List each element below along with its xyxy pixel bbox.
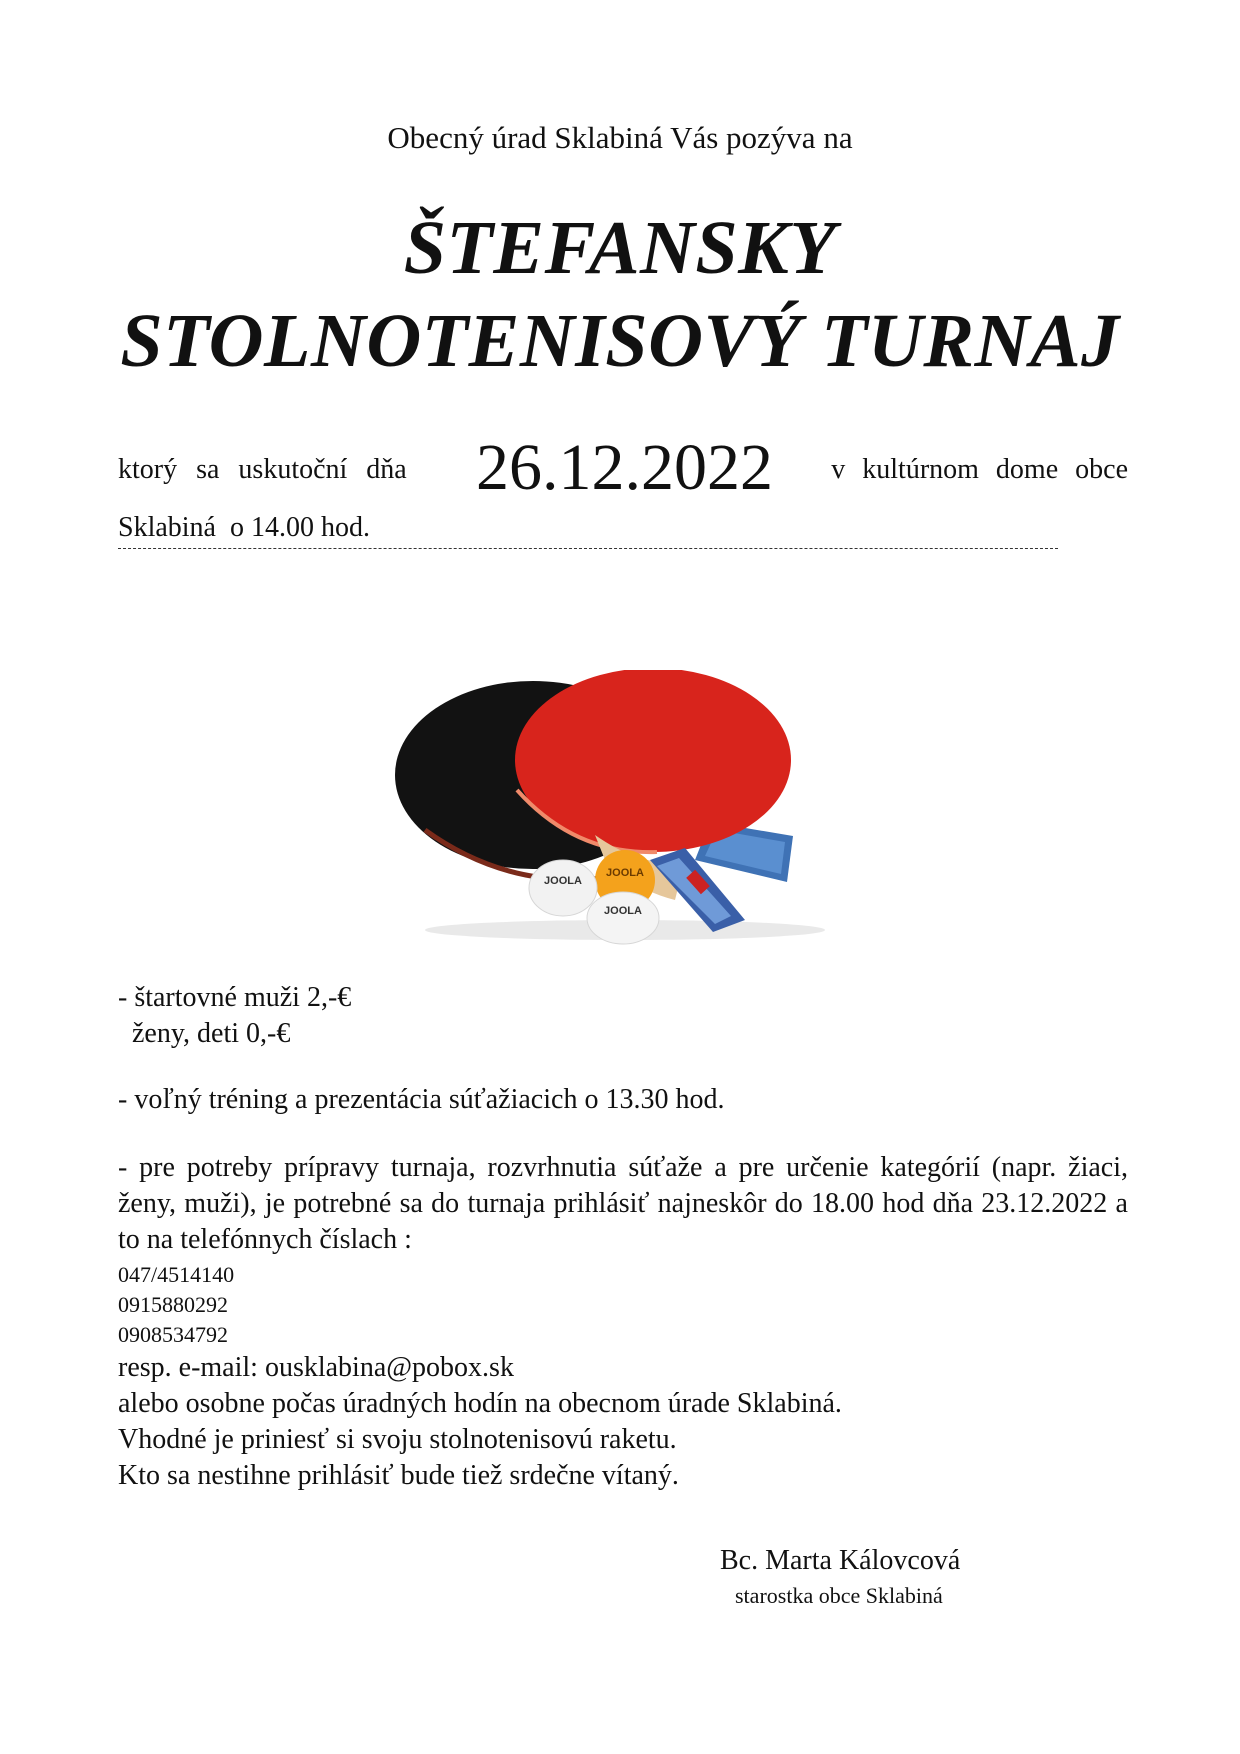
table-tennis-paddles-and-balls-icon [395,670,855,955]
racket-note: Vhodné je priniesť si svoju stolnotenisovú raketu. [118,1424,677,1455]
in-person-info: alebo osobne počas úradných hodín na obecnom úrade Sklabiná. [118,1388,842,1419]
phone-2[interactable]: 0915880292 [118,1292,228,1317]
ball-brand-white-2: JOOLA [604,905,642,917]
intro-text: Obecný úrad Sklabiná Vás pozýva na [387,120,853,155]
place-time: Sklabiná o 14.00 hod. [118,512,370,543]
phone-1[interactable]: 047/4514140 [118,1262,235,1287]
signature-name: Bc. Marta Kálovcová [720,1545,961,1576]
ball-brand-orange: JOOLA [606,867,644,879]
ball-brand-white-1: JOOLA [544,875,582,887]
email-line[interactable]: resp. e-mail: ousklabina@pobox.sk [118,1352,514,1383]
title-line-2: STOLNOTENISOVÝ TURNAJ [120,299,1120,383]
fee-women-kids: ženy, deti 0,-€ [118,1018,291,1049]
date-prefix: ktorý sa uskutoční dňa [118,454,407,485]
training-info: - voľný tréning a prezentácia súťažiacich o 13.30 hod. [118,1084,725,1115]
event-date: 26.12.2022 [476,431,773,504]
registration-info: - pre potreby prípravy turnaja, rozvrhnutia súťaže a pre určenie kategórií (napr. žiaci, ženy, muži), je potrebné sa do turnaja prihlásiť najneskôr do 18.00 hod dňa 23.12.2022 a to na telefónnych číslach : [118,1152,1128,1255]
dashed-divider [118,548,1058,549]
fee-men: - štartovné muži 2,-€ [118,982,352,1013]
phone-3[interactable]: 0908534792 [118,1322,228,1347]
signature-role: starostka obce Sklabiná [735,1583,943,1608]
welcome-note: Kto sa nestihne prihlásiť bude tiež srdečne vítaný. [118,1460,679,1491]
title-line-1: ŠTEFANSKY [403,206,837,290]
date-suffix: v kultúrnom dome obce [831,454,1128,485]
